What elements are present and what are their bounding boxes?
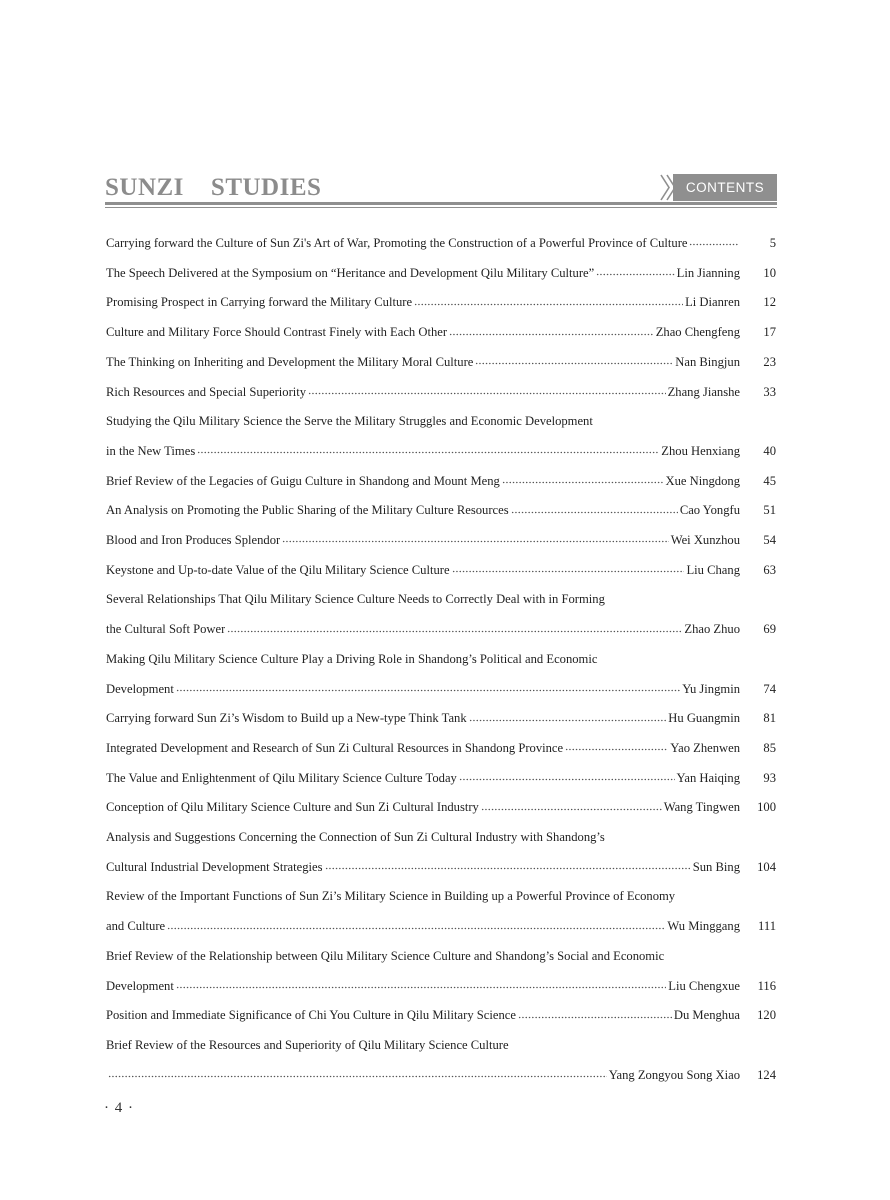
dot-leader [414, 294, 683, 307]
dot-leader [459, 769, 675, 782]
toc-entry-page: 120 [757, 1008, 776, 1023]
toc-entry-page: 111 [758, 919, 776, 934]
toc-entry-page: 100 [757, 800, 776, 815]
toc-entry-page: 33 [763, 384, 776, 399]
toc-entry-page: 51 [763, 503, 776, 518]
toc-entry-title: Carrying forward the Culture of Sun Zi's Art of War, Promoting the Construction of a Powerful Province of Culture [106, 236, 688, 250]
dot-leader [502, 472, 664, 485]
toc-entry-title: Development [106, 978, 174, 993]
toc-entry [106, 407, 776, 466]
dot-leader [449, 324, 654, 337]
toc-entry-author: Liu Chengxue [668, 978, 740, 993]
contents-badge [659, 174, 777, 201]
toc-entry-title: The Value and Enlightenment of Qilu Military Science Culture Today [106, 770, 457, 785]
dot-leader [518, 1007, 672, 1020]
dot-leader [596, 264, 674, 277]
dot-leader [481, 799, 662, 812]
toc-entry-page: 40 [763, 443, 776, 458]
toc-entry-author: Yan Haiqing [676, 770, 740, 785]
toc-entry-page: 12 [763, 295, 776, 310]
table-of-contents [106, 229, 776, 1090]
toc-entry [106, 704, 776, 734]
toc-entry-title: the Cultural Soft Power [106, 622, 226, 637]
toc-entry-author: Zhou Henxiang [661, 443, 740, 458]
toc-entry [106, 882, 776, 941]
toc-entry-page: 63 [763, 562, 776, 577]
toc-entry-author: Hu Guangmin [668, 711, 740, 726]
toc-entry [106, 348, 776, 378]
toc-entry-title: Integrated Development and Research of Sun Zi Cultural Resources in Shandong Province [106, 740, 564, 755]
toc-entry [106, 318, 776, 348]
dot-leader [308, 383, 666, 396]
dot-leader [108, 1066, 607, 1079]
toc-entry-author: Wu Minggang [667, 919, 740, 934]
toc-entry-title: An Analysis on Promoting the Public Sharing of the Military Culture Resources [106, 503, 509, 518]
toc-entry-title: Rich Resources and Special Superiority [106, 384, 307, 399]
toc-entry-author: Nan Bingjun [675, 354, 740, 369]
toc-entry-title-line: Analysis and Suggestions Concerning the Connection of Sun Zi Cultural Industry with Shandong’s [106, 830, 605, 845]
toc-entry-title: Keystone and Up-to-date Value of the Qilu Military Science Culture [106, 562, 450, 577]
toc-entry [106, 467, 776, 497]
toc-entry [106, 259, 776, 289]
toc-entry-author: Yu Jingmin [682, 681, 740, 696]
dot-leader [469, 710, 667, 723]
dot-leader [452, 561, 685, 574]
toc-entry-author: Sun Bing [692, 859, 740, 874]
toc-entry-author: Yao Zhenwen [670, 740, 740, 755]
header-rule-thin [105, 207, 777, 208]
toc-entry-title-line: Brief Review of the Relationship between Qilu Military Science Culture and Shandong’s Social and Economic [106, 948, 665, 963]
toc-entry [106, 734, 776, 764]
dot-leader [325, 858, 691, 871]
toc-entry [106, 764, 776, 794]
toc-entry-page: 23 [763, 354, 776, 369]
dot-leader [511, 502, 678, 515]
toc-entry-page: 45 [763, 473, 776, 488]
dot-leader [197, 442, 659, 455]
toc-entry-title-line: Studying the Qilu Military Science the Serve the Military Struggles and Economic Development [106, 414, 593, 429]
toc-entry [106, 378, 776, 408]
toc-entry-title: Culture and Military Force Should Contrast Finely with Each Other [106, 325, 448, 340]
toc-entry-author: Xue Ningdong [665, 473, 740, 488]
toc-entry-author: Zhao Chengfeng [655, 325, 740, 340]
toc-entry-title: and Culture [106, 919, 166, 934]
toc-entry-page: 17 [763, 325, 776, 340]
toc-entry-title: The Thinking on Inheriting and Development the Military Moral Culture [106, 354, 474, 369]
header-rule [105, 202, 777, 205]
journal-title: SUNZI STUDIES [105, 174, 322, 201]
toc-entry-page: 74 [763, 681, 776, 696]
journal-header [105, 170, 777, 210]
toc-entry [106, 288, 776, 318]
dot-leader [176, 680, 680, 693]
toc-entry-title-line: Making Qilu Military Science Culture Play a Driving Role in Shandong’s Political and Economic [106, 651, 598, 666]
dot-leader [176, 977, 666, 990]
toc-entry-author: Lin Jianning [676, 265, 740, 280]
toc-entry [106, 645, 776, 704]
toc-entry-page: 104 [757, 859, 776, 874]
toc-entry-title: Blood and Iron Produces Splendor [106, 533, 281, 548]
toc-entry-author: Du Menghua [673, 1008, 740, 1023]
toc-entry-title: Cultural Industrial Development Strategies [106, 859, 323, 874]
toc-entry-page: 54 [763, 533, 776, 548]
toc-entry-author: Zhao Zhuo [684, 622, 740, 637]
toc-entry-title-line: Brief Review of the Resources and Superiority of Qilu Military Science Culture [106, 1037, 509, 1052]
toc-entry-author: Li Dianren [685, 295, 740, 310]
dot-leader [475, 353, 673, 366]
toc-entry [106, 496, 776, 526]
toc-entry-author: Zhang Jianshe [667, 384, 740, 399]
toc-entry-author: Liu Chang [686, 562, 740, 577]
toc-entry-title-line: Review of the Important Functions of Sun Zi’s Military Science in Building up a Powerful Province of Economy [106, 889, 676, 904]
dot-leader [689, 234, 738, 247]
toc-entry-author: Wei Xunzhou [670, 533, 740, 548]
toc-entry-page: 85 [763, 740, 776, 755]
toc-entry [106, 823, 776, 882]
toc-entry-title: Conception of Qilu Military Science Culture and Sun Zi Cultural Industry [106, 800, 479, 815]
toc-entry [106, 1031, 776, 1090]
toc-entry [106, 526, 776, 556]
dot-leader [227, 621, 682, 634]
toc-entry [106, 942, 776, 1001]
toc-entry [106, 1001, 776, 1031]
toc-entry-title: Development [106, 681, 174, 696]
toc-entry-page: 5 [769, 236, 776, 250]
toc-entry-author: Yang Zongyou Song Xiao [608, 1067, 740, 1082]
toc-entry-title: in the New Times [106, 443, 196, 458]
toc-entry [106, 556, 776, 586]
dot-leader [167, 918, 665, 931]
toc-entry-page: 93 [763, 770, 776, 785]
toc-entry-author: Cao Yongfu [679, 503, 740, 518]
toc-entry [106, 793, 776, 823]
toc-entry-page: 10 [763, 265, 776, 280]
toc-entry-page: 69 [763, 622, 776, 637]
toc-entry-title: Promising Prospect in Carrying forward the Military Culture [106, 295, 413, 310]
toc-entry-page: 81 [763, 711, 776, 726]
toc-entry-title: Carrying forward Sun Zi’s Wisdom to Build up a New-type Think Tank [106, 711, 467, 726]
toc-entry-title: Brief Review of the Legacies of Guigu Culture in Shandong and Mount Meng [106, 473, 500, 488]
toc-entry [106, 229, 776, 259]
toc-entry-title: The Speech Delivered at the Symposium on “Heritance and Development Qilu Military Culture” [106, 265, 595, 280]
toc-entry-title: Position and Immediate Significance of Chi You Culture in Qilu Military Science [106, 1008, 516, 1023]
dot-leader [565, 739, 668, 752]
toc-entry-page: 124 [757, 1067, 776, 1082]
toc-entry-page: 116 [757, 978, 776, 993]
dot-leader [282, 531, 669, 544]
toc-entry-author: Wang Tingwen [663, 800, 740, 815]
toc-entry [106, 585, 776, 644]
contents-label: CONTENTS [673, 174, 777, 201]
page-number: · 4 · [104, 1100, 134, 1116]
toc-entry-title-line: Several Relationships That Qilu Military Science Culture Needs to Correctly Deal with in Forming [106, 592, 605, 607]
